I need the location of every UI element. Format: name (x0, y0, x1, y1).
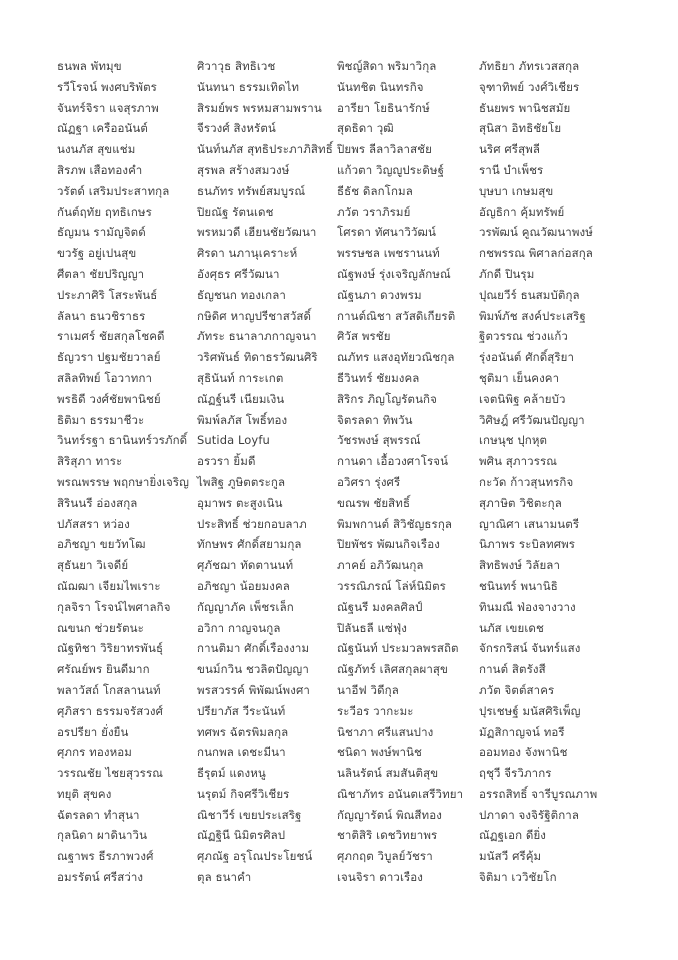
person-name: ปิลันธลี แซ่ฟุ่ง (337, 620, 407, 635)
person-name: นันท์นภัส สุทธิประภาภิสิทธิ์ (197, 142, 333, 157)
person-name: ธนภัทร ทรัพย์สมบูรณ์ (197, 183, 306, 198)
person-name: จิติมา เววิชัยโก (479, 870, 557, 885)
person-name: นาอีฟ วิดีกุล (337, 682, 399, 697)
person-name: ภัทระ ธนาลาภกาญจนา (197, 329, 317, 344)
person-name: รุ่งอนันต์ ศักดิ์สุริยา (479, 350, 575, 365)
person-name: ณัฐนรี มงคลศิลป์ (337, 599, 423, 614)
person-name: ประภาศิริ โสระพันธ์ (57, 287, 158, 302)
name-column-3 (337, 56, 463, 888)
person-name: นิภาพร ระบิลทศพร (479, 537, 576, 552)
person-name: ปภาดา จงจิรัฐิติกาล (479, 807, 579, 822)
person-name: ญาณิศา เสนามนตรี (479, 516, 580, 531)
person-name: วรัตด์ เสริมประสาทกุล (57, 183, 170, 198)
person-name: เกษนุช ปุกหุต (479, 433, 548, 448)
person-name: กษิดิศ หาญปรีชาสวัสดิ์ (197, 308, 312, 323)
person-name: ทศพร ฉัตรพิมลกุล (197, 724, 289, 739)
person-name: ณฐาพร ธีรภาพวงศ์ (57, 849, 154, 864)
person-name: นลินรัตน์ สมสันติสุข (337, 766, 439, 781)
person-name: นภัส เขยเดช (479, 620, 544, 635)
person-name: มัฏสิกาญจน์ ทอรี (479, 724, 565, 739)
person-name: กัญญารัตน์ พิณสีทอง (337, 807, 442, 822)
person-name: ณัฐพงษ์ รุ่งเจริญลักษณ์ (337, 266, 451, 281)
person-name: ธีรุตม์ แดงหนู (197, 766, 266, 781)
person-name: อรวรา ยิ้มดี (197, 454, 256, 469)
person-name: ณัฏฐ์นรี เนียมเงิน (197, 391, 285, 406)
person-name: อรรถสิทธิ์ จารีบูรณภาพ (479, 786, 598, 801)
person-name: ภาคย์ อภิวัฒนกุล (337, 558, 424, 573)
person-name: ไพสิฐ ภูษิตตระกูล (197, 474, 286, 489)
person-name: อมรรัตน์ ศรีสว่าง (57, 870, 144, 885)
person-name: อารียา โยธินารักษ์ (337, 100, 430, 115)
person-name: ขวรัฐ อยู่เปนสุข (57, 246, 137, 261)
person-name: ชนิดา พงษ์พานิช (337, 745, 422, 760)
person-name: ศิวัส พรชัย (337, 329, 391, 344)
person-name: ขณรพ ชัยสิทธิ์ (337, 495, 411, 510)
person-name: นงนภัส สุขแช่ม (57, 142, 136, 157)
person-name: ณิชาภัทร อนันตเสรีวิทยา (337, 786, 464, 801)
person-name: นิชาภา ศรีแสนปาง (337, 724, 434, 739)
person-name: ธัญชนก ทองเกลา (197, 287, 286, 302)
person-name: วรพัฒน์ คูณวัฒนาพงษ์ (479, 225, 593, 240)
person-name: กัญญาภัค เพ็ชรเล็ก (197, 599, 294, 614)
person-name: ธีวินทร์ ชัยมงคล (337, 370, 420, 385)
person-name: กะวัด ก้าวสุนทรกิจ (479, 474, 574, 489)
person-name: ทินมณี ฟ่องจางวาง (479, 599, 576, 614)
person-name: ศีตลา ชัยปริญญา (57, 266, 145, 281)
person-name: ณัฏฐินี นิมิตรศิลป (197, 828, 286, 843)
person-name: สลิลทิพย์ โอวาทกา (57, 370, 153, 385)
person-name: กันต์ฤทัย ฤทธิเกษร (57, 204, 152, 219)
person-name: ภักดี ปินรุม (479, 266, 535, 281)
person-name: ณัฐทิชา วิริยาทรพันธุ์ (57, 641, 164, 656)
person-name: ทักษพร ศักดิ์สยามกุล (197, 537, 302, 552)
person-name: ปิยพัชร พัฒนกิจเรือง (337, 537, 440, 552)
person-name: ณิชาวีร์ เขยประเสริฐ (197, 807, 302, 822)
person-name: สุธินันท์ การะเกต (197, 370, 284, 385)
person-name: สิทธิพงษ์ วิลัยลา (479, 558, 560, 573)
person-name: นันทนา ธรรมเทิดไท (197, 79, 300, 94)
person-name: บุษบา เกษมสุข (479, 183, 554, 198)
person-name: พลาวัสถ์ โกสลานนท์ (57, 682, 161, 697)
person-name: พรหมวดี เฮียนชัยวัฒนา (197, 225, 317, 240)
person-name: ปภัสสรา หว่อง (57, 516, 130, 531)
person-name: อรปรียา ยั่งยืน (57, 724, 129, 739)
name-column-4 (479, 56, 597, 888)
name-column-1 (57, 56, 189, 888)
person-name: ธิติมา ธรรมาชีวะ (57, 412, 145, 427)
person-name: จักรกริสน์ จันทร์แสง (479, 641, 581, 656)
person-name: พรณพรรษ พฤกษายิ่งเจริญ (57, 474, 190, 489)
person-name: ศุภกร ทองหอม (57, 745, 132, 760)
person-name: แก้วตา วิญญูประดิษฐ์ (337, 162, 445, 177)
person-name: ออมทอง จังพานิช (479, 745, 568, 760)
person-name: พิชญ์สิดา พริมาวิกุล (337, 59, 437, 73)
person-name: จุฑาทิพย์ วงศ์วิเชียร (479, 79, 580, 94)
person-name: ฐิตวรรณ ช่วงแก้ว (479, 329, 568, 344)
person-name: ณัฐนภา ดวงพรม (337, 287, 422, 302)
person-name: จีรวงศ์ สิงหรัตน์ (197, 121, 276, 136)
person-name: สิรินนรี อ่องสกุล (57, 495, 138, 510)
person-name: ชุติมา เย็นคงคา (479, 370, 560, 385)
person-name: ประสิทธิ์ ช่วยกอบลาภ (197, 516, 307, 531)
person-name: ศุภณัฐ อรุโณประโยชน์ (197, 849, 313, 864)
person-name: สุธันยา วิเจดีย์ (57, 558, 129, 573)
person-name: ศุภัชฌา ทัดตานนท์ (197, 558, 294, 573)
person-name: ภวัต จิตต์สาคร (479, 682, 555, 697)
person-name: ฤชุวี จีรวิภากร (479, 766, 552, 781)
person-name: กนกพล เดชะมีนา (197, 745, 286, 760)
person-name: กานต์ณิชา สวัสดิเกียรติ (337, 308, 456, 323)
person-name: ณขนก ช่วยรัตนะ (57, 620, 144, 635)
person-name: ณัฐภัทร์ เลิศสกุลผาสุข (337, 662, 448, 677)
person-name: ทยุติ สุขคง (57, 786, 112, 801)
person-name: ธีธัช ดิลกโกมล (337, 183, 413, 198)
person-name: มนัสวี ศรีคุ้ม (479, 849, 542, 864)
person-name: อังศุธร ศรีวัฒนา (197, 266, 280, 281)
person-name: วรรณชัย ไชยสุวรรณ (57, 766, 164, 781)
person-name: สุรพล สร้างสมวงษ์ (197, 162, 290, 177)
person-name: สุดธิดา วุฒิ (337, 121, 394, 136)
person-name: ระวีอร วากะมะ (337, 703, 414, 718)
person-name: อวิศรา รุ่งศรี (337, 474, 401, 489)
person-name: เจตนิพิฐ คล้ายบัว (479, 391, 566, 406)
person-name: อภิชญา ขยวัทโฒ (57, 537, 146, 552)
person-name: สุภาษิต วิชิตะกุล (479, 495, 562, 510)
person-name: ขนม์กวิน ชวลิตปัญญา (197, 662, 309, 677)
person-name: ภัทธิยา ภัทรเวสสกุล (479, 59, 580, 73)
person-name: สิริกร ภิญโญรัตนกิจ (337, 391, 437, 406)
person-name: อภิชญา น้อยมงคล (197, 578, 290, 593)
person-name: ศุภกฤต วิบูลย์วัชรา (337, 849, 433, 864)
person-name: ธัญวรา ปฐมชัยวาลย์ (57, 350, 161, 365)
person-name: วินทร์รฐา ธานินทร์วรภักดิ์ (57, 433, 188, 448)
person-name: วริศพันธ์ ทิดาธรวัฒนศิริ (197, 350, 318, 365)
person-name: พรรษชล เพชรานนท์ (337, 246, 440, 261)
person-name: พรธิดี วงศ์ชัยพานิชย์ (57, 391, 161, 406)
person-name: ณภัทร แสงอุทัยวณิชกุล (337, 350, 455, 365)
person-name: ธันยพร พานิชสมัย (479, 100, 571, 115)
person-name: ณัฏฐา เครืออนันต์ (57, 121, 148, 136)
person-name: ชาติสิริ เดชวิทยาพร (337, 828, 438, 843)
person-name: พิมพกานต์ สิวิชัญธรกุล (337, 516, 453, 531)
person-name: สุนิสา อิทธิชัยโย (479, 121, 562, 136)
person-name: ปุรเชษฐ์ มนัสศิริเพ็ญ (479, 703, 581, 718)
person-name: ณัฏฐเอก ดียิ่ง (479, 828, 547, 843)
person-name: กานติมา ศักดิ์เรืองงาม (197, 641, 310, 656)
person-name: ภวัต วราภิรมย์ (337, 204, 411, 219)
person-name: นรุตม์ กิจศรีวิเชียร (197, 786, 290, 801)
person-name: พิมพ์ภัช สงค์ประเสริฐ (479, 308, 586, 323)
person-name: เจนจิรา ดาวเรือง (337, 870, 423, 885)
person-name: สิรมย์พร พรหมสามพราน (197, 100, 322, 115)
person-name: ชนินทร์ พนานิธิ (479, 578, 558, 593)
person-name: กชพรรณ พิศาลก่อสกุล (479, 246, 593, 261)
person-name: Sutida Loyfu (197, 433, 270, 448)
person-name: จิตรลดา ทิพวัน (337, 412, 413, 427)
person-name: ธัญมน รามัญจิตด์ (57, 225, 146, 240)
person-name: ปุณยวีร์ ธนสมบัติกุล (479, 287, 580, 302)
person-name: ศุภิสรา ธรรมจรัสวงศ์ (57, 703, 164, 718)
person-name: ธนพล พัทมุข (57, 59, 122, 73)
person-name: ลัลนา ธนวชิราธร (57, 308, 146, 323)
person-name: พิมพ์ลภัส โพธิ์ทอง (197, 412, 288, 427)
person-name: ราเมศร์ ชัยสกุลโชคดี (57, 329, 165, 344)
person-name: กานดา เอื้อวงศาโรจน์ (337, 454, 449, 469)
person-name: กุลจิรา โรจน์ไพศาลกิจ (57, 599, 171, 614)
person-name: สิรภพ เสือทองคำ (57, 162, 143, 177)
person-name: ศิวาวุธ สิทธิเวช (197, 59, 276, 73)
person-name: รานี บำเพ็ชร (479, 162, 544, 177)
person-name: พศิน สุภาวรรณ (479, 454, 558, 469)
person-name: ศิรดา นภานุเคราะห์ (197, 246, 298, 261)
person-name: วิศิษฎ์ ศรีวัฒนปัญญา (479, 412, 585, 427)
person-name: ปิยณัฐ รัตนเดช (197, 204, 274, 219)
person-name: จันทร์จิรา แจสุรภาพ (57, 100, 159, 115)
person-name: กุลนิดา ผาดินาวิน (57, 828, 148, 843)
person-name: ฉัตรลดา ทำสุนา (57, 807, 140, 822)
person-name: นันทชิต นินทรกิจ (337, 79, 424, 94)
person-name: ปิยพร ลีลาวิลาสชัย (337, 142, 432, 157)
person-name: กานต์ สิตรังสี (479, 662, 546, 677)
person-name: พรสวรรค์ พิพัฒน์พงศา (197, 682, 310, 697)
person-name: รวีโรจน์ พงศบริพัตร (57, 79, 157, 94)
person-name: ศรัณย์พร ยินดีมาก (57, 662, 150, 677)
person-name: นริศ ศรีสุพลี (479, 142, 541, 157)
person-name: วรรณิภรณ์ โล่ห์นิมิตร (337, 578, 446, 593)
person-name: อุมาพร ตะสูงเนิน (197, 495, 283, 510)
person-name: โศรดา ทัศนาวิวัฒน์ (337, 225, 436, 240)
person-name: อวิกา กาญจนกูล (197, 620, 281, 635)
person-name: ตุล ธนาคำ (197, 870, 252, 885)
person-name: ณัฐนันท์ ประมวลพรสถิต (337, 641, 459, 656)
person-name: ปรียาภัส วีระนันท์ (197, 703, 286, 718)
person-name: วัชรพงษ์ สุพรรณ์ (337, 433, 421, 448)
person-name: ณัฌฒา เจียมไพเราะ (57, 578, 161, 593)
person-name: อัญธิกา คุ้มทรัพย์ (479, 204, 565, 219)
name-column-2 (197, 56, 333, 888)
person-name: สิริสุภา ทาระ (57, 454, 123, 469)
